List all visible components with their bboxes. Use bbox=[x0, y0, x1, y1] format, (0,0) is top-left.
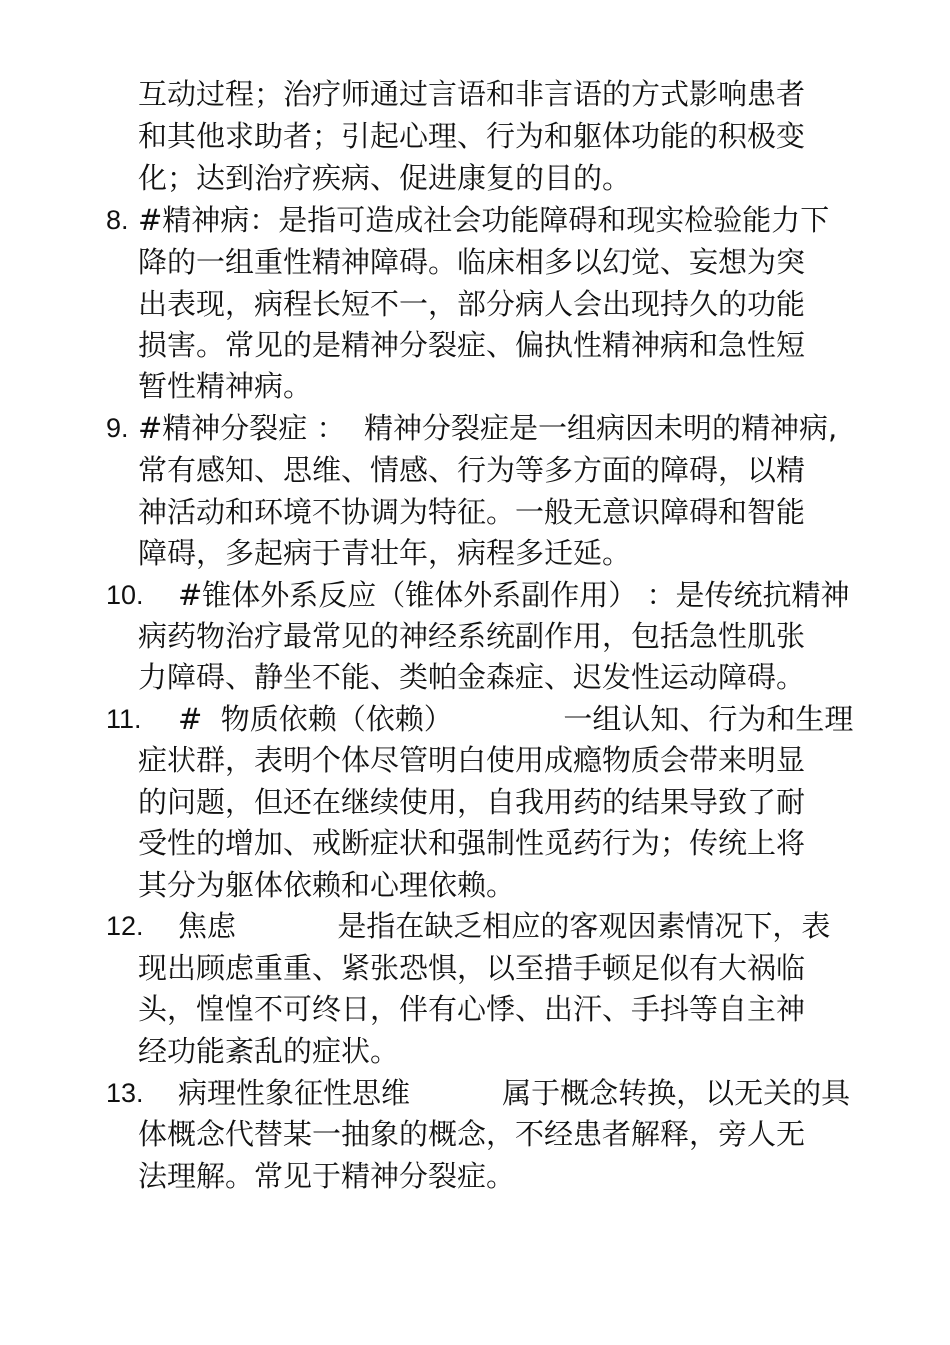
item-line: 损害。常见的是精神分裂症、偏执性精神病和急性短 bbox=[138, 328, 806, 362]
item-line: # 物质依赖（依赖） 一组认知、行为和生理 bbox=[178, 702, 854, 736]
item-line: 力障碍、静坐不能、类帕金森症、迟发性运动障碍。 bbox=[138, 660, 806, 694]
item-line: 常有感知、思维、情感、行为等多方面的障碍，以精 bbox=[138, 453, 806, 487]
item-line: 病理性象征性思维 属于概念转换，以无关的具 bbox=[178, 1076, 851, 1110]
item-line: 暂性精神病。 bbox=[138, 369, 313, 403]
item-line: 头，惶惶不可终日，伴有心悸、出汗、手抖等自主神 bbox=[138, 992, 806, 1026]
item-line: 障碍，多起病于青壮年，病程多迁延。 bbox=[138, 536, 632, 570]
item-line: 出表现，病程长短不一，部分病人会出现持久的功能 bbox=[138, 287, 806, 321]
item-line: 现出顾虑重重、紧张恐惧，以至措手顿足似有大祸临 bbox=[138, 951, 806, 985]
item-number: 12. bbox=[106, 911, 144, 941]
item-line: 法理解。常见于精神分裂症。 bbox=[138, 1159, 516, 1193]
intro-line: 和其他求助者；引起心理、行为和躯体功能的积极变 bbox=[138, 119, 806, 153]
intro-line: 互动过程；治疗师通过言语和非言语的方式影响患者 bbox=[138, 77, 806, 111]
intro-line: 化；达到治疗疾病、促进康复的目的。 bbox=[138, 161, 632, 195]
item-line: 受性的增加、戒断症状和强制性觅药行为；传统上将 bbox=[138, 826, 806, 860]
item-line: #精神分裂症 ： 精神分裂症是一组病因未明的精神病, bbox=[138, 411, 838, 445]
item-number: 8. bbox=[106, 205, 129, 235]
item-line: #锥体外系反应（锥体外系副作用） ：是传统抗精神 bbox=[178, 578, 850, 612]
item-line: 其分为躯体依赖和心理依赖。 bbox=[138, 868, 516, 902]
item-number: 9. bbox=[106, 413, 129, 443]
item-number: 13. bbox=[106, 1078, 144, 1108]
item-line: 症状群，表明个体尽管明白使用成瘾物质会带来明显 bbox=[138, 743, 806, 777]
item-line: #精神病：是指可造成社会功能障碍和现实检验能力下 bbox=[138, 203, 830, 237]
item-line: 降的一组重性精神障碍。临床相多以幻觉、妄想为突 bbox=[138, 245, 806, 279]
item-line: 神活动和环境不协调为特征。一般无意识障碍和智能 bbox=[138, 495, 806, 529]
item-line: 经功能紊乱的症状。 bbox=[138, 1034, 400, 1068]
item-line: 病药物治疗最常见的神经系统副作用，包括急性肌张 bbox=[138, 619, 806, 653]
item-line: 焦虑 是指在缺乏相应的客观因素情况下，表 bbox=[178, 909, 831, 943]
item-number: 11. bbox=[106, 704, 142, 734]
item-line: 体概念代替某一抽象的概念，不经患者解释，旁人无 bbox=[138, 1117, 806, 1151]
item-line: 的问题，但还在继续使用，自我用药的结果导致了耐 bbox=[138, 785, 806, 819]
item-number: 10. bbox=[106, 580, 144, 610]
